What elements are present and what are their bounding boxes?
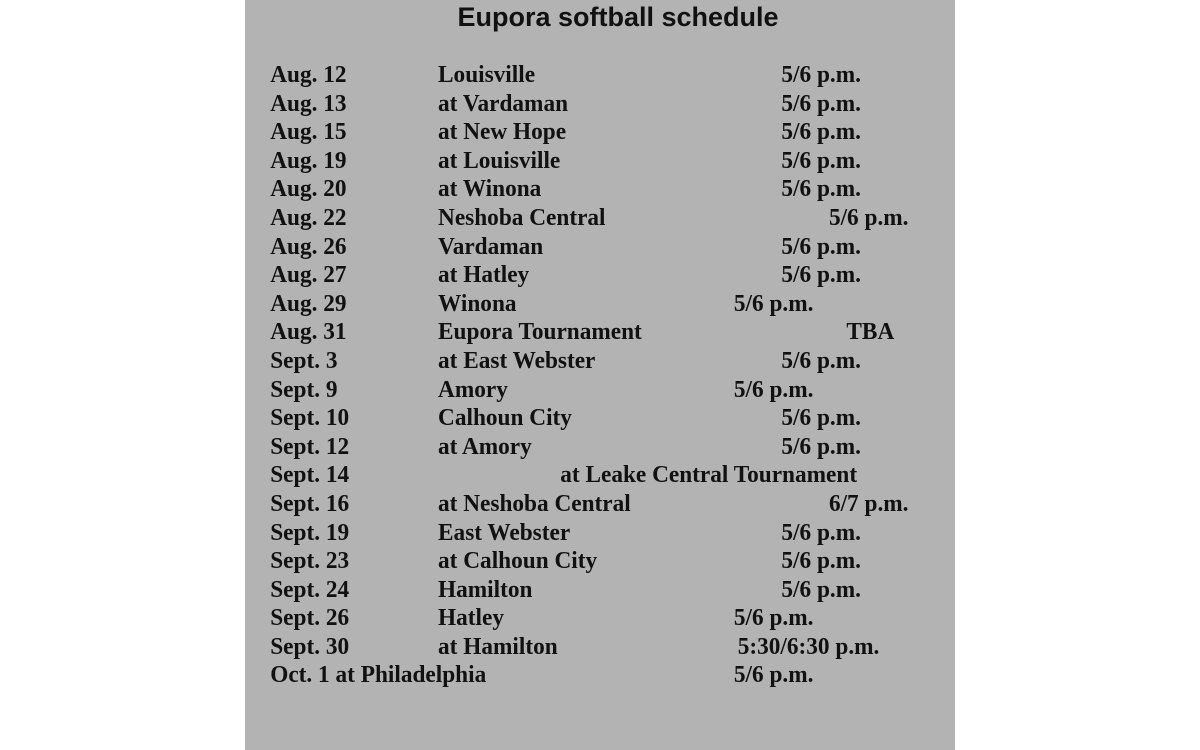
- game-date: Sept. 26: [270, 605, 350, 632]
- schedule-row: [245, 146, 934, 175]
- game-time: 5/6 p.m.: [781, 548, 861, 575]
- game-opponent: at East Webster: [438, 347, 596, 374]
- game-opponent: East Webster: [438, 519, 571, 546]
- game-time: 5/6 p.m.: [781, 147, 861, 174]
- game-time: 5/6 p.m.: [781, 262, 861, 289]
- game-time: 6/7 p.m.: [828, 490, 909, 517]
- game-date: Aug. 22: [270, 204, 347, 231]
- game-date: Sept. 14: [270, 462, 350, 489]
- schedule-row: [245, 346, 934, 375]
- game-time: 5/6 p.m.: [733, 662, 814, 689]
- game-opponent: Hamilton: [438, 576, 533, 603]
- game-opponent: at Louisville: [438, 147, 561, 174]
- schedule-panel: [245, 0, 955, 750]
- game-time: 5:30/6:30 p.m.: [737, 633, 880, 660]
- game-time: TBA: [846, 319, 895, 346]
- game-opponent: at Calhoun City: [438, 548, 598, 575]
- game-opponent: at Hatley: [438, 262, 530, 289]
- game-opponent: Eupora Tournament: [438, 319, 642, 346]
- game-time: 5/6 p.m.: [781, 405, 861, 432]
- schedule-row: [245, 632, 934, 661]
- schedule-row: [245, 174, 934, 203]
- schedule-row: [245, 232, 934, 261]
- game-time: 5/6 p.m.: [781, 119, 861, 146]
- game-date: Aug. 31: [270, 319, 347, 346]
- game-date: Oct. 1 at Philadelphia: [270, 662, 487, 689]
- schedule-row: [245, 375, 934, 404]
- game-opponent: at New Hope: [438, 119, 567, 146]
- game-time: 5/6 p.m.: [781, 347, 861, 374]
- schedule-row: [245, 489, 934, 518]
- game-time: 5/6 p.m.: [781, 176, 861, 203]
- game-time: 5/6 p.m.: [781, 519, 861, 546]
- schedule-row: [245, 317, 934, 346]
- game-opponent: at Leake Central Tournament: [560, 462, 858, 489]
- schedule-row: [245, 203, 934, 232]
- game-time: 5/6 p.m.: [781, 62, 861, 88]
- schedule-row: [245, 518, 934, 547]
- game-date: Aug. 12: [270, 62, 347, 88]
- game-date: Sept. 23: [270, 548, 350, 575]
- game-date: Aug. 20: [270, 176, 347, 203]
- schedule-row: [245, 403, 934, 432]
- game-date: Sept. 10: [270, 405, 350, 432]
- game-time: 5/6 p.m.: [828, 204, 909, 231]
- game-time: 5/6 p.m.: [733, 376, 814, 403]
- game-date: Aug. 29: [270, 290, 347, 317]
- game-opponent: at Amory: [438, 433, 532, 460]
- game-opponent: at Neshoba Central: [438, 490, 631, 517]
- schedule-title: Eupora softball schedule: [457, 2, 779, 32]
- game-opponent: at Hamilton: [438, 633, 558, 660]
- game-time: 5/6 p.m.: [781, 576, 861, 603]
- game-opponent: Calhoun City: [438, 405, 572, 432]
- game-time: 5/6 p.m.: [733, 290, 814, 317]
- game-opponent: Vardaman: [438, 233, 544, 260]
- game-time: 5/6 p.m.: [733, 605, 814, 632]
- game-opponent: Amory: [438, 376, 508, 403]
- schedule-row: [245, 289, 934, 318]
- game-time: 5/6 p.m.: [781, 90, 861, 117]
- game-date: Sept. 16: [270, 490, 350, 517]
- game-opponent: Louisville: [438, 62, 536, 88]
- game-time: 5/6 p.m.: [781, 433, 861, 460]
- game-date: Sept. 24: [270, 576, 350, 603]
- game-date: Aug. 15: [270, 119, 347, 146]
- schedule-row: [245, 603, 934, 632]
- schedule-list: [245, 60, 955, 689]
- game-opponent: Hatley: [438, 605, 504, 632]
- game-date: Sept. 12: [270, 433, 350, 460]
- game-opponent: at Winona: [438, 176, 542, 203]
- schedule-row: [245, 117, 934, 146]
- game-date: Aug. 27: [270, 262, 347, 289]
- game-date: Sept. 3: [270, 347, 338, 374]
- game-opponent: Neshoba Central: [438, 204, 606, 231]
- game-date: Aug. 19: [270, 147, 347, 174]
- game-date: Sept. 30: [270, 633, 350, 660]
- game-date: Sept. 19: [270, 519, 350, 546]
- game-opponent: Winona: [438, 290, 517, 317]
- game-date: Sept. 9: [270, 376, 338, 403]
- game-time: 5/6 p.m.: [781, 233, 861, 260]
- schedule-row: [245, 260, 934, 289]
- schedule-row: [245, 660, 934, 689]
- game-date: Aug. 26: [270, 233, 347, 260]
- schedule-row: [245, 432, 934, 461]
- schedule-row: [245, 89, 934, 118]
- schedule-row: [245, 546, 934, 575]
- schedule-row: [245, 575, 934, 604]
- game-date: Aug. 13: [270, 90, 347, 117]
- schedule-row: [245, 60, 934, 89]
- game-opponent: at Vardaman: [438, 90, 569, 117]
- schedule-row: [245, 460, 934, 489]
